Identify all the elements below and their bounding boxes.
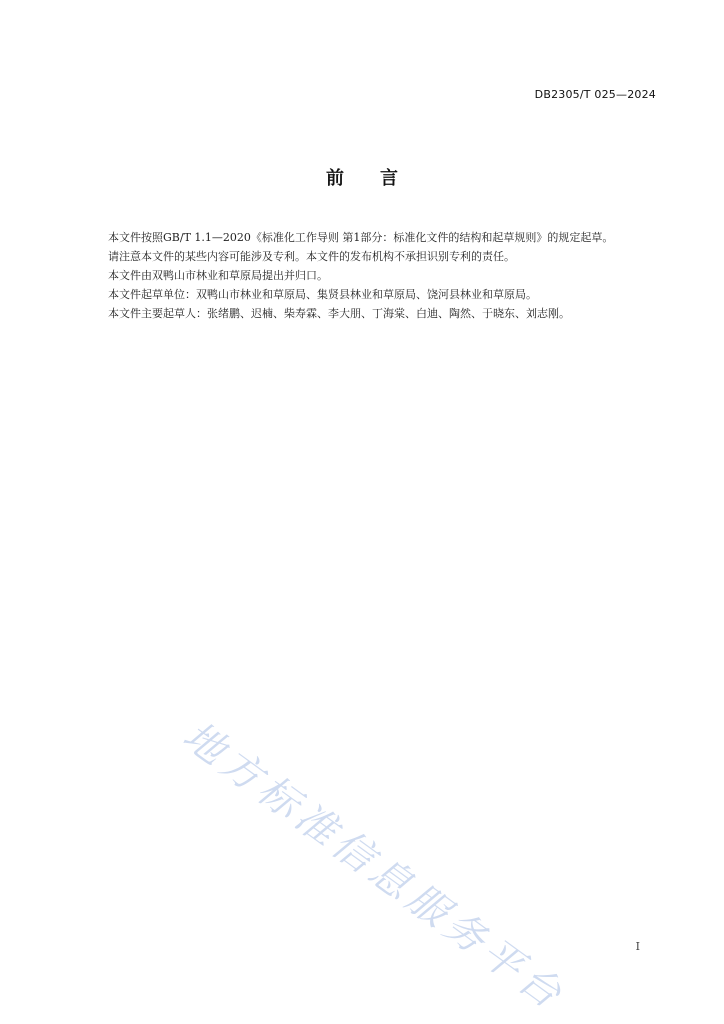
title-char-2: 言 xyxy=(380,168,398,189)
paragraph-proposer: 本文件由双鸭山市林业和草原局提出并归口。 xyxy=(108,269,328,282)
paragraph-standard-basis: 本文件按照GB/T 1.1—2020《标准化工作导则 第1部分：标准化文件的结构和起草规则》的规定起草。 xyxy=(108,231,614,244)
paragraph-patent-notice: 请注意本文件的某些内容可能涉及专利。本文件的发布机构不承担识别专利的责任。 xyxy=(108,250,515,263)
paragraph-drafting-units: 本文件起草单位：双鸭山市林业和草原局、集贤县林业和草原局、饶河县林业和草原局。 xyxy=(108,288,537,301)
document-code: DB2305/T 025—2024 xyxy=(534,88,656,101)
page-title xyxy=(0,164,724,190)
paragraph-drafters: 本文件主要起草人：张绪鹏、迟楠、柴寿霖、李大朋、丁海棠、白迪、陶然、于晓东、刘志刚。 xyxy=(108,307,570,320)
title-char-1: 前 xyxy=(326,168,344,189)
watermark: 地方标准信息服务平台 xyxy=(174,712,574,1021)
page-number: I xyxy=(635,940,640,953)
foreword-body xyxy=(86,228,660,323)
